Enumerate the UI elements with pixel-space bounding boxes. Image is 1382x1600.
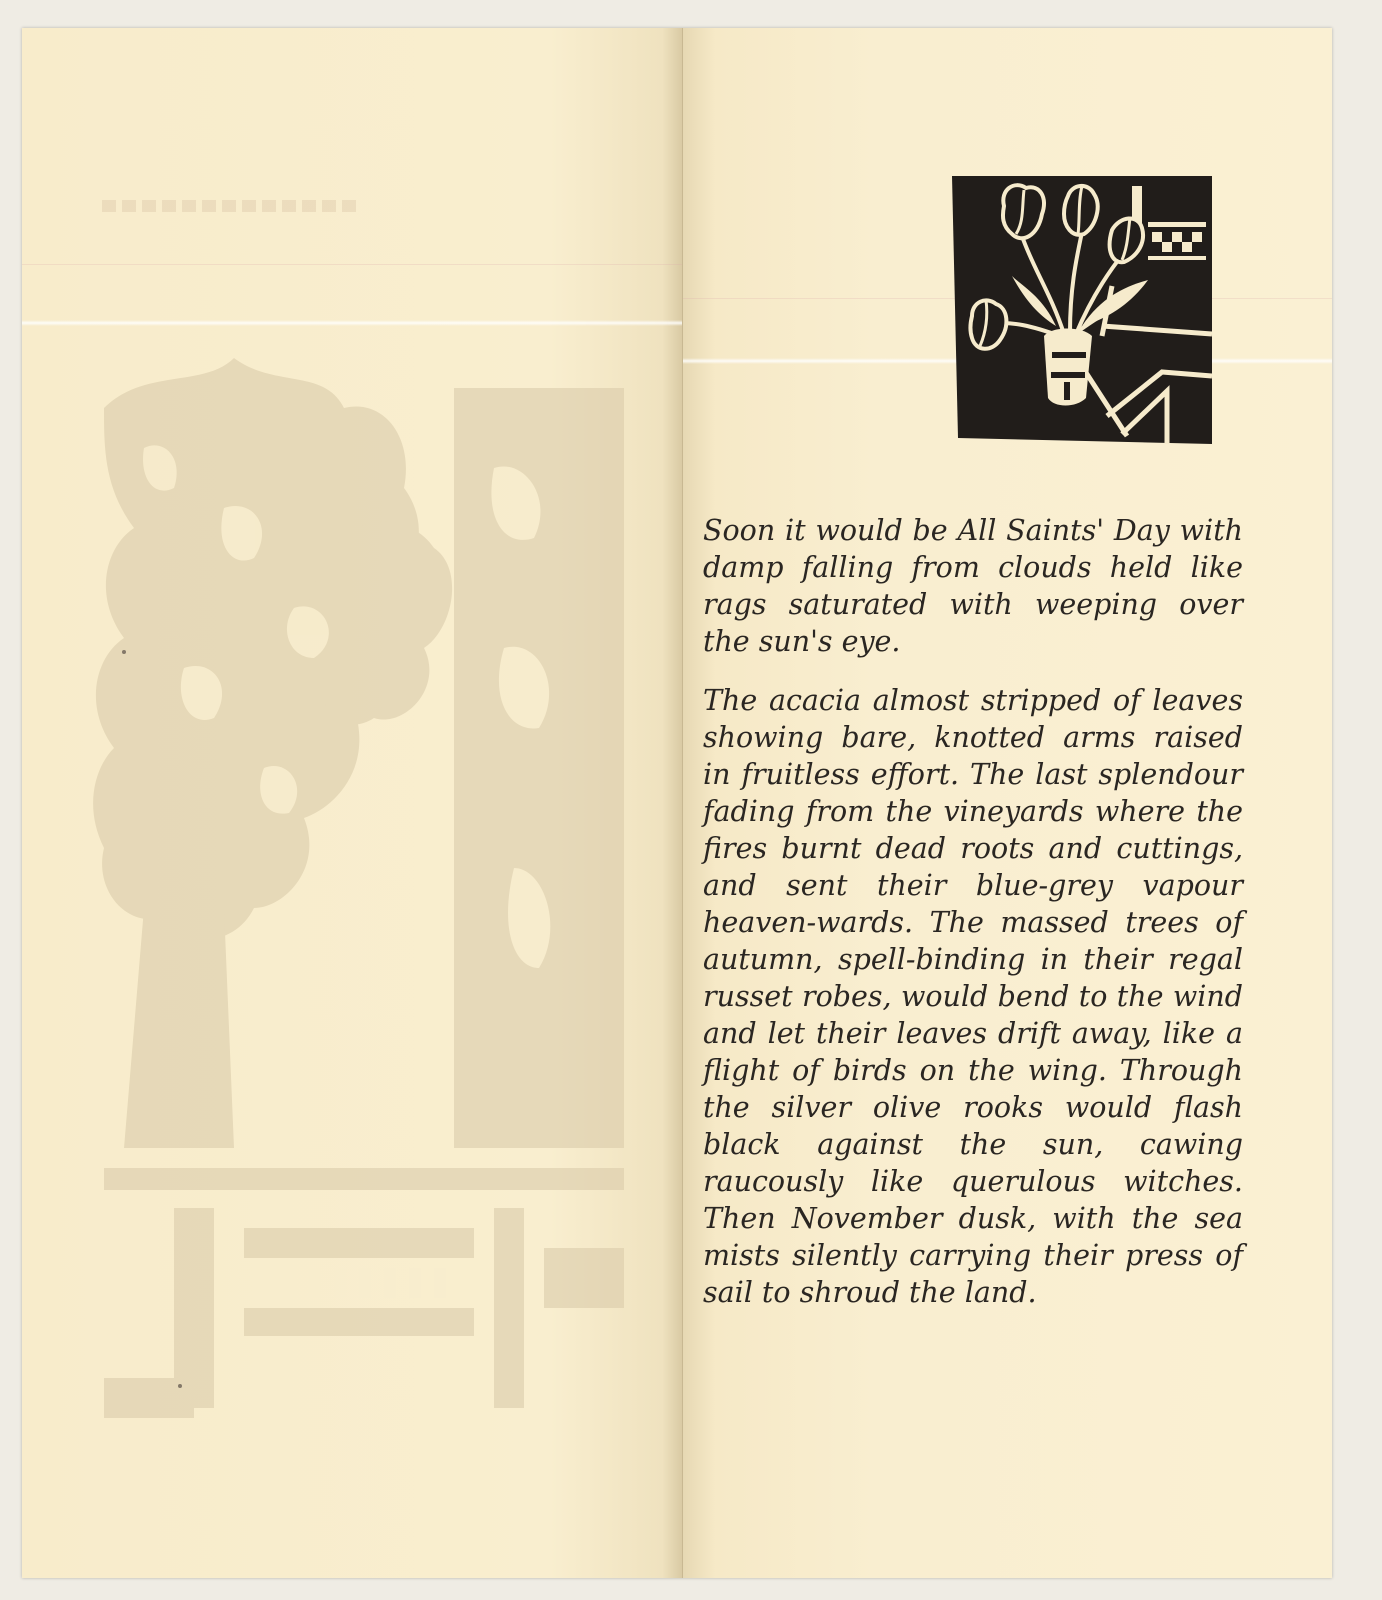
paper-speck — [122, 650, 126, 654]
faint-rule — [22, 264, 682, 265]
story-text — [703, 512, 1243, 1311]
paragraph-all-saints: Soon it would be All Saints' Day with damp falling from clouds held like rags saturated with weeping over the sun's eye. — [703, 514, 1243, 658]
left-page — [22, 28, 683, 1578]
paper-speck — [178, 1384, 182, 1388]
woodcut-tulips-in-vase-icon — [952, 176, 1212, 444]
fold-crease — [22, 320, 682, 326]
show-through-woodcut-trees-icon — [84, 348, 624, 1428]
paragraph-acacia: The acacia almost stripped of leaves showing bare, knotted arms raised in fruitless effort. The last splendour fading from the vineyards where the fires burnt dead roots and cuttings, and sent their blue-grey vapour heaven-wards. The massed trees of autumn, spell-binding in their regal russet robes, would bend to the wind and let their leaves drift away, like a flight of birds on the wing. Through the silver olive rooks would flash black against the sun, cawing raucously like querulous witches. Then November dusk, with the sea mists silently carrying their press of sail to shroud the land. — [703, 684, 1243, 1309]
show-through-heading — [102, 200, 362, 212]
